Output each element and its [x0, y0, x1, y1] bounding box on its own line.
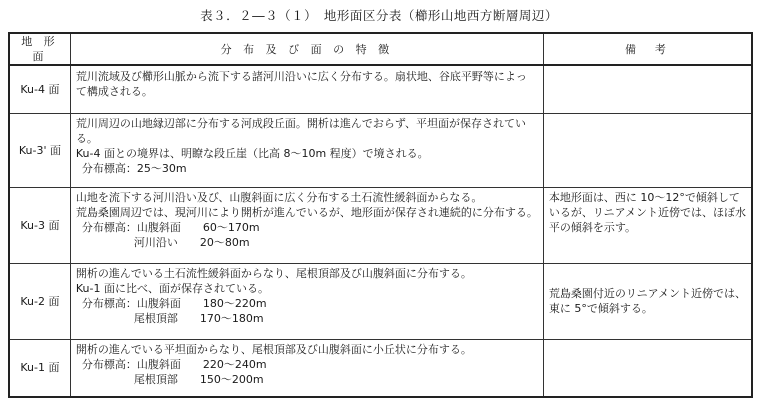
- elevation-range: 220～240m: [202, 357, 267, 371]
- table-row: [9, 113, 752, 187]
- row-name: Ku‐1 面: [9, 339, 70, 397]
- row-name: Ku‐3' 面: [9, 113, 70, 187]
- elevation-line: [76, 311, 538, 326]
- elevation-place: 山腹斜面: [136, 220, 181, 234]
- table-row: [9, 187, 752, 263]
- row-name: Ku‐3 面: [9, 187, 70, 263]
- elevation-place: 山腹斜面: [136, 357, 181, 371]
- feature-line: 山地を流下する河川沿い及び、山腹斜面に広く分布する土石流性緩斜面からなる。: [75, 190, 483, 204]
- elevation-range: 180～220m: [202, 296, 267, 310]
- feature-line: Ku‐1 面に比べ、面が保存されている。: [75, 281, 269, 295]
- elevation-range: 20～80m: [199, 235, 250, 249]
- elevation-place: 河川沿い: [133, 235, 178, 249]
- elevation-line: 分布標高：25～30m: [81, 161, 187, 175]
- row-name: Ku‐4 面: [9, 65, 70, 113]
- feature-line: 荒川流域及び櫛形山脈から流下する諸河川沿いに広く分布する。扇状地、谷底平野等によっ: [75, 70, 527, 83]
- feature-line: 開析の進んでいる土石流性緩斜面からなり、尾根頂部及び山腹斜面に分布する。: [75, 266, 472, 280]
- elevation-place: 尾根頂部: [133, 372, 178, 386]
- remark-line: 荒島桑園付近のリニアメント近傍では、: [548, 286, 746, 300]
- elevation-line: [76, 357, 538, 372]
- elevation-line: [76, 220, 538, 235]
- row-remarks: [543, 339, 752, 397]
- row-remarks: [543, 187, 752, 263]
- row-remarks: [543, 65, 752, 113]
- remark-line: 東に 5°で傾斜する。: [548, 301, 653, 315]
- elevation-range: 170～180m: [199, 311, 264, 325]
- feature-line: 荒川周辺の山地縁辺部に分布する河成段丘面。開析は進んでおらず、平坦面が保存されてい: [75, 116, 526, 130]
- remark-line: いるが、リニアメント近傍では、ほぼ水: [548, 205, 746, 219]
- row-features: [70, 113, 543, 187]
- table-row: [9, 339, 752, 397]
- elevation-label: 分布標高：: [81, 357, 137, 371]
- row-features: [70, 339, 543, 397]
- row-remarks: [543, 263, 752, 339]
- header-features: 分 布 及 び 面 の 特 徴: [70, 33, 543, 65]
- feature-line: 開析の進んでいる平坦面からなり、尾根頂部及び山腹斜面に小丘状に分布する。: [75, 342, 472, 356]
- elevation-line: [76, 296, 538, 311]
- landform-table: [8, 32, 753, 398]
- table-title: 表３．２―３（１） 地形面区分表（櫛形山地西方断層周辺）: [200, 8, 558, 23]
- elevation-range: 150～200m: [199, 372, 264, 386]
- remark-line: 本地形面は、西に 10～12°で傾斜して: [548, 190, 740, 204]
- feature-line: て構成される。: [75, 85, 153, 98]
- header-name: 地 形 面: [9, 33, 70, 65]
- row-name: Ku‐2 面: [9, 263, 70, 339]
- table-row: [9, 65, 752, 113]
- elevation-line: [76, 235, 538, 250]
- row-features: [70, 187, 543, 263]
- elevation-range: 60～170m: [202, 220, 260, 234]
- row-remarks: [543, 113, 752, 187]
- row-features: [70, 263, 543, 339]
- remark-line: 平の傾斜を示す。: [548, 220, 636, 234]
- elevation-line: [76, 372, 538, 387]
- feature-line: 荒島桑園周辺では、現河川により開析が進んでいるが、地形面が保存され連続的に分布する。: [75, 205, 538, 219]
- header-row: [9, 33, 752, 65]
- header-remarks: 備 考: [543, 33, 752, 65]
- elevation-label: 分布標高：: [81, 220, 137, 234]
- elevation-place: 尾根頂部: [133, 311, 178, 325]
- row-features: [70, 65, 543, 113]
- elevation-place: 山腹斜面: [136, 296, 181, 310]
- elevation-label: 分布標高：: [81, 296, 137, 310]
- table-row: [9, 263, 752, 339]
- feature-line: Ku‐4 面との境界は、明瞭な段丘崖（比高 8～10m 程度）で境される。: [75, 146, 429, 160]
- feature-line: る。: [75, 131, 98, 145]
